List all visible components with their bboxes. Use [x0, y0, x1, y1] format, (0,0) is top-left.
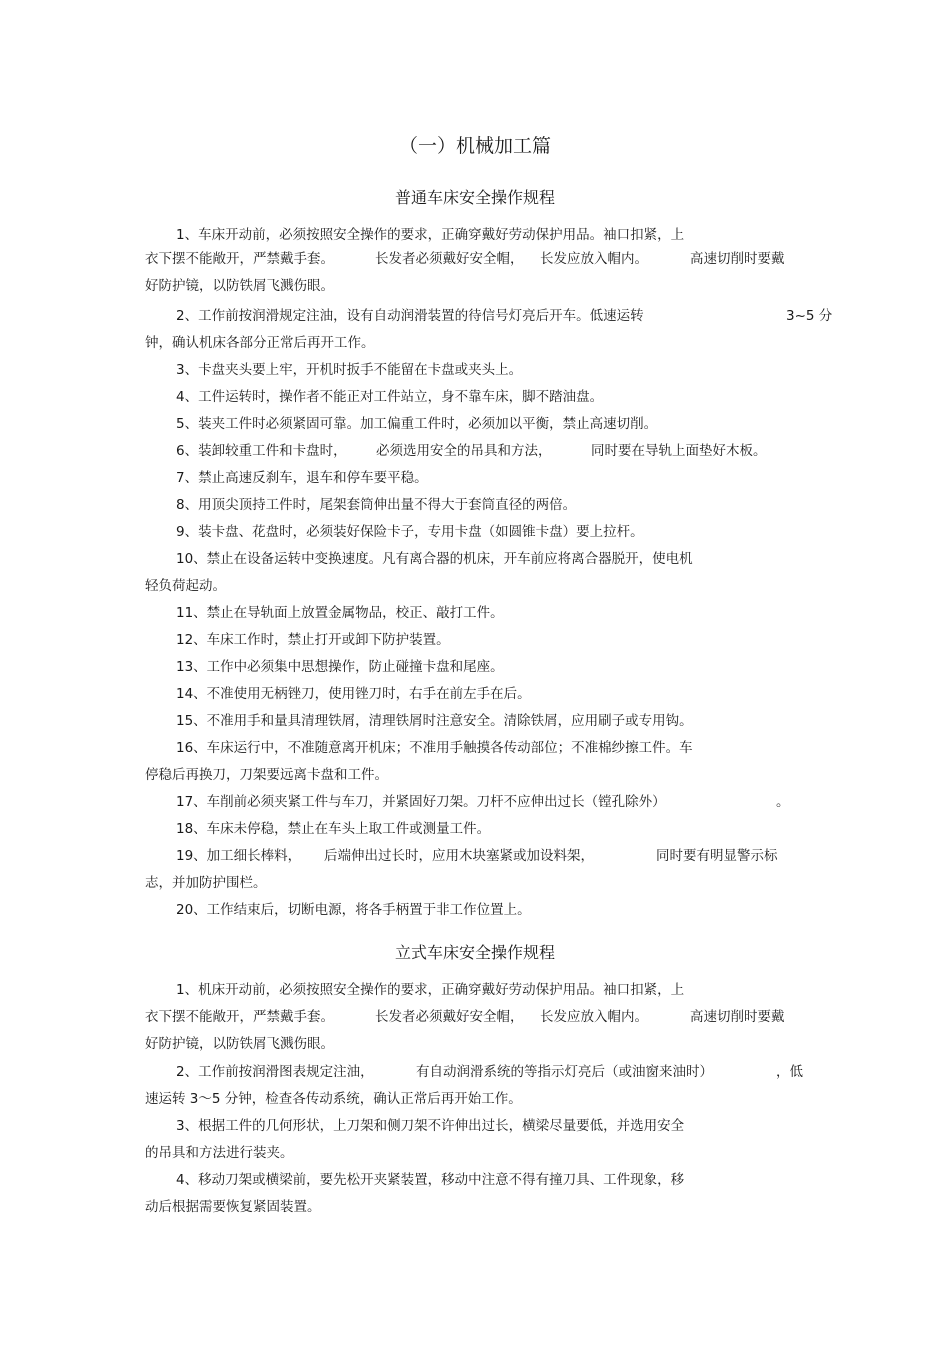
rule-text-segment: 有自动润滑系统的等指示灯亮后（或油窗来油时）	[416, 1064, 713, 1080]
rule-text-segment: ，低	[776, 1064, 803, 1080]
rule-text-segment: 3~5 分	[786, 308, 833, 324]
section-heading: 立式车床安全操作规程	[394, 943, 555, 962]
rule-text-segment: 必须选用安全的吊具和方法，	[376, 443, 552, 459]
rule-text-segment: 长发者必须戴好安全帽，	[375, 251, 524, 267]
rule-line: 1、机床开动前，必须按照安全操作的要求，正确穿戴好劳动保护用品。袖口扣紧，上	[176, 982, 685, 998]
rule-text-segment: 2、工作前按润滑规定注油，设有自动润滑装置的待信号灯亮后开车。低速运转	[176, 308, 644, 324]
rule-line: 动后根据需要恢复紧固装置。	[145, 1199, 321, 1215]
document-title: （一）机械加工篇	[398, 135, 551, 157]
rule-line: 5、装夹工件时必须紧固可靠。加工偏重工件时，必须加以平衡，禁止高速切削。	[176, 416, 658, 432]
rule-line: 3、卡盘夹头要上牢，开机时扳手不能留在卡盘或夹头上。	[176, 362, 523, 378]
rule-line: 7、禁止高速反刹车，退车和停车要平稳。	[176, 470, 428, 486]
rule-line: 好防护镜，以防铁屑飞溅伤眼。	[145, 1036, 334, 1052]
rule-line: 11、禁止在导轨面上放置金属物品，校正、敲打工件。	[176, 605, 504, 621]
rule-text-segment: 高速切削时要戴	[690, 251, 785, 267]
rule-line: 4、工件运转时，操作者不能正对工件站立，身不靠车床，脚不踏油盘。	[176, 389, 604, 405]
rule-text-segment: 19、加工细长棒料，	[176, 848, 302, 864]
rule-line: 的吊具和方法进行装夹。	[145, 1145, 294, 1161]
section-heading: 普通车床安全操作规程	[394, 188, 555, 207]
rule-line: 12、车床工作时，禁止打开或卸下防护装置。	[176, 632, 450, 648]
rule-line: 15、不准用手和量具清理铁屑，清理铁屑时注意安全。清除铁屑，应用刷子或专用钩。	[176, 713, 693, 729]
rule-text-segment: 6、装卸较重工件和卡盘时，	[176, 443, 347, 459]
rule-text-segment: 长发应放入帽内。	[540, 251, 648, 267]
rule-text-segment: 同时要有明显警示标	[656, 848, 778, 864]
rule-line: 1、车床开动前，必须按照安全操作的要求，正确穿戴好劳动保护用品。袖口扣紧，上	[176, 227, 685, 243]
rule-text-segment: 高速切削时要戴	[690, 1009, 785, 1025]
rule-line: 9、装卡盘、花盘时，必须装好保险卡子，专用卡盘（如圆锥卡盘）要上拉杆。	[176, 524, 644, 540]
rule-line: 停稳后再换刀，刀架要远离卡盘和工件。	[145, 767, 388, 783]
rule-text-segment: 长发应放入帽内。	[540, 1009, 648, 1025]
rule-line: 3、根据工件的几何形状，上刀架和侧刀架不许伸出过长，横梁尽量要低，并选用安全	[176, 1118, 685, 1134]
rule-line: 速运转 3～5 分钟，检查各传动系统，确认正常后再开始工作。	[145, 1091, 522, 1107]
rule-line: 13、工作中必须集中思想操作，防止碰撞卡盘和尾座。	[176, 659, 504, 675]
rule-text-segment: 同时要在导轨上面垫好木板。	[591, 443, 767, 459]
rule-line: 20、工作结束后，切断电源，将各手柄置于非工作位置上。	[176, 902, 531, 918]
rule-text-segment: 后端伸出过长时，应用木块塞紧或加设料架，	[324, 848, 594, 864]
rule-line: 10、禁止在设备运转中变换速度。凡有离合器的机床，开车前应将离合器脱开，使电机	[176, 551, 693, 567]
rule-text-segment: 衣下摆不能敞开，严禁戴手套。	[145, 1009, 334, 1025]
rule-line: 轻负荷起动。	[145, 578, 226, 594]
rule-line: 16、车床运行中，不准随意离开机床；不准用手触摸各传动部位；不准棉纱擦工件。车	[176, 740, 693, 756]
rule-line: 志，并加防护围栏。	[145, 875, 267, 891]
rule-text-segment: 。	[776, 794, 790, 810]
rule-line: 4、移动刀架或横梁前，要先松开夹紧装置，移动中注意不得有撞刀具、工件现象，移	[176, 1172, 685, 1188]
rule-line: 14、不准使用无柄锉刀，使用锉刀时，右手在前左手在后。	[176, 686, 531, 702]
rule-line: 8、用顶尖顶持工件时，尾架套筒伸出量不得大于套筒直径的两倍。	[176, 497, 577, 513]
rule-line: 好防护镜，以防铁屑飞溅伤眼。	[145, 278, 334, 294]
rule-text-segment: 长发者必须戴好安全帽，	[375, 1009, 524, 1025]
rule-line: 钟，确认机床各部分正常后再开工作。	[145, 335, 375, 351]
rule-text-segment: 衣下摆不能敞开，严禁戴手套。	[145, 251, 334, 267]
rule-text-segment: 17、车削前必须夹紧工件与车刀，并紧固好刀架。刀杆不应伸出过长（镗孔除外）	[176, 794, 666, 810]
rule-line: 18、车床未停稳，禁止在车头上取工件或测量工件。	[176, 821, 491, 837]
rule-text-segment: 2、工作前按润滑图表规定注油，	[176, 1064, 374, 1080]
